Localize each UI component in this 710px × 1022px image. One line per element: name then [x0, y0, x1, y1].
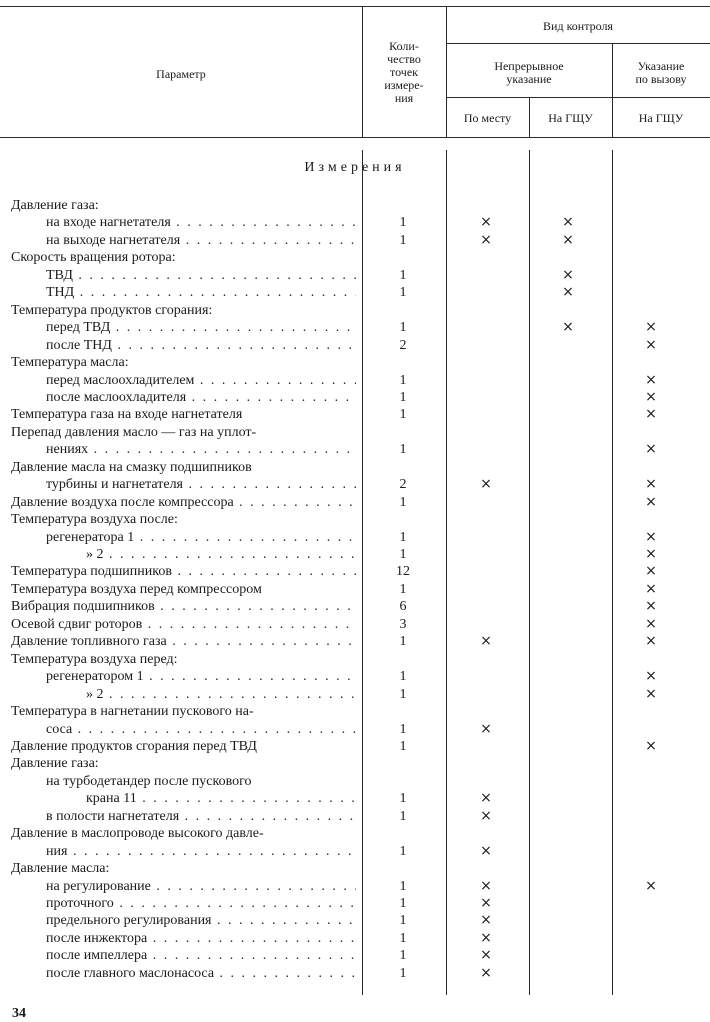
count-cell: 1 [399, 965, 407, 981]
table-row [0, 284, 710, 301]
parameter-cell: Температура подшипников . . . [11, 563, 356, 580]
count-cell: 1 [399, 494, 407, 510]
table-row [0, 511, 710, 528]
gshchu-on-call-mark: × [645, 493, 657, 510]
parameter-cell: в полости нагнетателя . . . [46, 808, 356, 825]
table-row [0, 878, 710, 895]
table-row [0, 581, 710, 598]
on-site-mark: × [480, 476, 492, 493]
gshchu-on-call-mark: × [645, 633, 657, 650]
header-control-type: Вид контроля [543, 19, 613, 33]
on-site-mark: × [480, 929, 492, 946]
gshchu-continuous-mark: × [562, 266, 574, 283]
gshchu-continuous-mark: × [562, 284, 574, 301]
table-row [0, 721, 710, 738]
gshchu-on-call-mark: × [645, 737, 657, 754]
table-row [0, 459, 710, 476]
parameter-cell: предельного регулирования . . . [46, 912, 356, 929]
parameter-cell: Температура воздуха после: [11, 512, 178, 528]
table-row [0, 406, 710, 423]
on-site-mark: × [480, 912, 492, 929]
parameter-cell: на входе нагнетателя . . . [46, 214, 356, 231]
table-row [0, 965, 710, 982]
parameter-cell: Температура воздуха перед компрессором [11, 581, 262, 597]
parameter-cell: после ТНД . . . [46, 337, 356, 354]
table-row [0, 651, 710, 668]
on-site-mark: × [480, 807, 492, 824]
count-cell: 1 [399, 529, 407, 545]
count-cell: 1 [399, 843, 407, 859]
count-cell: 1 [399, 721, 407, 737]
table-row [0, 668, 710, 685]
count-cell: 1 [399, 407, 407, 423]
parameter-cell: Давление масла: [11, 861, 110, 877]
gshchu-on-call-mark: × [645, 877, 657, 894]
count-cell: 1 [399, 686, 407, 702]
parameter-cell: ТВД . . . [46, 267, 356, 284]
table-row [0, 930, 710, 947]
parameter-cell: Температура продуктов сгорания: [11, 302, 213, 318]
count-cell: 1 [399, 634, 407, 650]
parameter-cell: Давление в маслопроводе высокого давле- [11, 826, 264, 842]
parameter-cell: на выходе нагнетателя . . . [46, 232, 356, 249]
gshchu-on-call-mark: × [645, 598, 657, 615]
table-row [0, 389, 710, 406]
header-parameter: Параметр [156, 67, 206, 81]
header-gshchu-continuous: На ГЩУ [548, 111, 593, 125]
parameter-cell: после импеллера . . . [46, 947, 356, 964]
count-cell: 12 [396, 564, 410, 580]
parameter-cell: перед маслоохладителем . . . [46, 372, 356, 389]
subheader-rule [446, 97, 710, 98]
gshchu-on-call-mark: × [645, 476, 657, 493]
parameter-cell: Осевой сдвиг роторов . . . [11, 616, 356, 633]
parameter-cell: после главного маслонасоса . . . [46, 965, 356, 982]
gshchu-on-call-mark: × [645, 406, 657, 423]
table-row [0, 494, 710, 511]
header-on-site: По месту [463, 111, 512, 125]
parameter-cell: перед ТВД . . . [46, 319, 356, 336]
parameter-cell: проточного . . . [46, 895, 356, 912]
count-cell: 1 [399, 232, 407, 248]
gshchu-on-call-mark: × [645, 615, 657, 632]
count-cell: 1 [399, 581, 407, 597]
gshchu-continuous-mark: × [562, 319, 574, 336]
table-row [0, 738, 710, 755]
count-cell: 1 [399, 320, 407, 336]
table-row [0, 249, 710, 266]
header-bottom-rule [0, 137, 710, 138]
parameter-cell: на регулирование . . . [46, 878, 356, 895]
table-row [0, 860, 710, 877]
page-number: 34 [12, 1006, 26, 1021]
parameter-cell: Вибрация подшипников . . . [11, 598, 356, 615]
parameter-cell: Давление топливного газа . . . [11, 633, 356, 650]
table-row [0, 563, 710, 580]
count-cell: 1 [399, 913, 407, 929]
parameter-cell: Давление продуктов сгорания перед ТВД [11, 738, 257, 754]
header-gshchu-on-call: На ГЩУ [638, 111, 684, 125]
parameter-cell: Давление газа: [11, 756, 99, 772]
parameter-cell: соса . . . [46, 721, 356, 738]
gshchu-on-call-mark: × [645, 319, 657, 336]
table-row [0, 703, 710, 720]
table-row [0, 895, 710, 912]
count-cell: 1 [399, 372, 407, 388]
on-site-mark: × [480, 720, 492, 737]
header-continuous: Непрерывное указание [494, 59, 564, 86]
parameter-cell: » 2 . . . [86, 546, 356, 563]
table-row [0, 790, 710, 807]
parameter-cell: Давление газа: [11, 198, 99, 213]
on-site-mark: × [480, 947, 492, 964]
table-row [0, 843, 710, 860]
count-cell: 2 [399, 337, 407, 353]
count-cell: 6 [399, 599, 407, 615]
count-cell: 1 [399, 808, 407, 824]
table-row [0, 197, 710, 214]
on-site-mark: × [480, 231, 492, 248]
parameter-cell: турбины и нагнетателя . . . [46, 476, 356, 493]
gshchu-continuous-mark: × [562, 214, 574, 231]
table-row [0, 476, 710, 493]
table-row [0, 808, 710, 825]
table-row [0, 319, 710, 336]
parameter-cell: нениях . . . [46, 441, 356, 458]
count-cell: 1 [399, 948, 407, 964]
count-cell: 1 [399, 389, 407, 405]
count-cell: 1 [399, 285, 407, 301]
count-cell: 3 [399, 616, 407, 632]
gshchu-on-call-mark: × [645, 668, 657, 685]
table-row [0, 546, 710, 563]
count-cell: 1 [399, 215, 407, 231]
table-row [0, 686, 710, 703]
on-site-mark: × [480, 842, 492, 859]
table-row [0, 232, 710, 249]
gshchu-on-call-mark: × [645, 528, 657, 545]
on-site-mark: × [480, 790, 492, 807]
count-cell: 2 [399, 477, 407, 493]
parameter-cell: Перепад давления масло — газ на уплот- [11, 424, 257, 440]
table-row [0, 302, 710, 319]
on-site-mark: × [480, 877, 492, 894]
gshchu-on-call-mark: × [645, 441, 657, 458]
parameter-cell: Температура газа на входе нагнетателя [11, 407, 243, 423]
table-row [0, 424, 710, 441]
gshchu-on-call-mark: × [645, 685, 657, 702]
count-cell: 1 [399, 878, 407, 894]
table-row [0, 372, 710, 389]
table-row [0, 633, 710, 650]
parameter-cell: Температура воздуха перед: [11, 651, 178, 667]
count-cell: 1 [399, 547, 407, 562]
count-cell: 1 [399, 738, 407, 754]
parameter-cell: Давление масла на смазку подшипников [11, 459, 252, 475]
table-row [0, 773, 710, 790]
parameter-cell: ТНД . . . [46, 284, 356, 301]
section-title: Измерения [304, 160, 406, 175]
table-row [0, 947, 710, 964]
table-row [0, 598, 710, 615]
on-site-mark: × [480, 633, 492, 650]
gshchu-on-call-mark: × [645, 563, 657, 580]
table-row [0, 912, 710, 929]
table-row [0, 616, 710, 633]
header-on-call: Указание по вызову [635, 59, 687, 86]
count-cell: 1 [399, 930, 407, 946]
table-row [0, 214, 710, 231]
count-cell: 1 [399, 896, 407, 911]
on-site-mark: × [480, 214, 492, 231]
parameter-cell: регенератора 1 . . . [46, 529, 356, 546]
parameter-cell: Давление воздуха после компрессора . . . [11, 494, 356, 511]
gshchu-on-call-mark: × [645, 388, 657, 405]
parameter-cell: Скорость вращения ротора: [11, 250, 176, 266]
control-type-rule [446, 43, 710, 44]
gshchu-on-call-mark: × [645, 336, 657, 353]
on-site-mark: × [480, 964, 492, 981]
parameter-cell: крана 11 . . . [86, 790, 356, 807]
count-cell: 1 [399, 791, 407, 807]
count-cell: 1 [399, 442, 407, 458]
table-row [0, 267, 710, 284]
parameter-cell: ния . . . [46, 843, 356, 860]
table-row [0, 337, 710, 354]
header-top-rule [0, 6, 710, 7]
parameter-cell: после инжектора . . . [46, 930, 356, 947]
gshchu-on-call-mark: × [645, 546, 657, 562]
table-row [0, 441, 710, 458]
table-row [0, 825, 710, 842]
parameter-cell: на турбодетандер после пускового [46, 773, 252, 789]
parameter-cell: регенератором 1 . . . [46, 668, 356, 685]
header-count: Коли- чество точек измере- ния [384, 39, 424, 105]
parameter-cell: после маслоохладителя . . . [46, 389, 356, 406]
gshchu-on-call-mark: × [645, 580, 657, 597]
parameter-cell: » 2 . . . [86, 686, 356, 703]
count-cell: 1 [399, 267, 407, 283]
table-row [0, 529, 710, 546]
gshchu-on-call-mark: × [645, 371, 657, 388]
parameter-cell: Температура масла: [11, 355, 129, 371]
table-row [0, 755, 710, 772]
parameter-cell: Температура в нагнетании пускового на- [11, 704, 254, 720]
on-site-mark: × [480, 895, 492, 911]
count-cell: 1 [399, 669, 407, 685]
table-row [0, 354, 710, 371]
gshchu-continuous-mark: × [562, 231, 574, 248]
